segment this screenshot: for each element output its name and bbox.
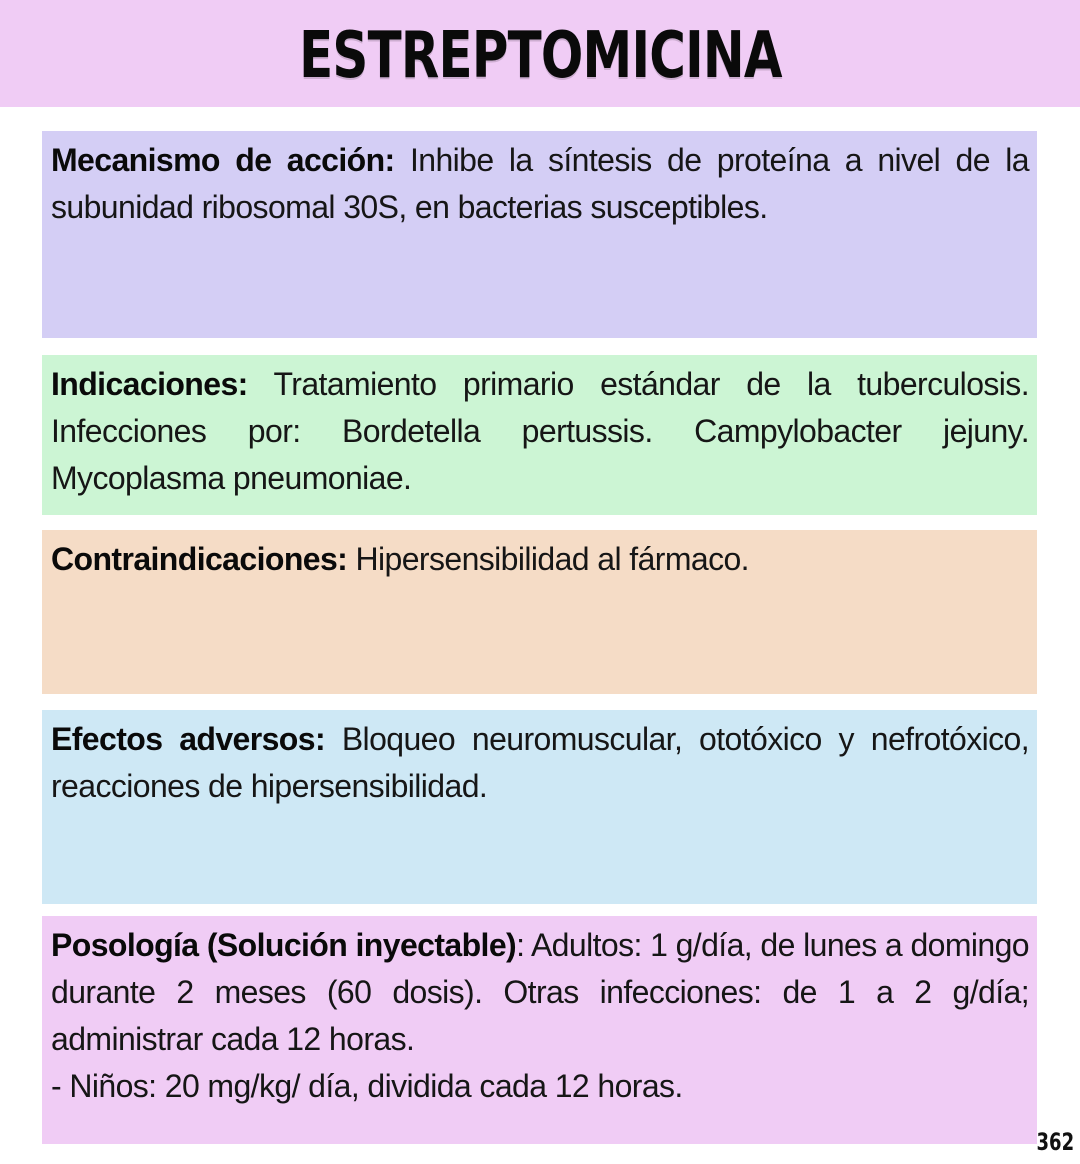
section-label: Mecanismo de acción: bbox=[51, 142, 395, 178]
section-contraindicaciones bbox=[42, 530, 1037, 694]
section-label: Contraindicaciones: bbox=[51, 541, 348, 577]
section-body bbox=[51, 922, 1029, 1063]
section-efectos-adversos bbox=[42, 710, 1037, 904]
section-label: Efectos adversos: bbox=[51, 721, 325, 757]
title-banner bbox=[0, 0, 1080, 107]
section-body bbox=[51, 137, 1029, 231]
section-text-pediatric: - Niños: 20 mg/kg/ día, dividida cada 12 horas. bbox=[51, 1068, 683, 1104]
section-text: Bloqueo neuromuscular, ototóxico y nefrotóxico, reacciones de hipersensibilidad. bbox=[51, 721, 1029, 804]
section-text: Tratamiento primario estándar de la tuberculosis. Infecciones por: Bordetella pertussis. Campylobacter jejuny. Mycoplasma pneumoniae. bbox=[51, 366, 1029, 496]
page-title: ESTREPTOMICINA bbox=[298, 18, 782, 93]
section-body bbox=[51, 361, 1029, 502]
page-number: 362 bbox=[1036, 1128, 1074, 1156]
section-indicaciones bbox=[42, 355, 1037, 515]
section-label: Posología (Solución inyectable) bbox=[51, 927, 517, 963]
section-body bbox=[51, 536, 1029, 583]
section-text: : Adultos: 1 g/día, de lunes a domingo durante 2 meses (60 dosis). Otras infecciones: de 1 a 2 g/día; administrar cada 12 horas. bbox=[51, 927, 1029, 1057]
section-mecanismo-de-accion bbox=[42, 131, 1037, 338]
section-label: Indicaciones: bbox=[51, 366, 248, 402]
section-text: Hipersensibilidad al fármaco. bbox=[347, 541, 749, 577]
section-posologia bbox=[42, 916, 1037, 1144]
section-body bbox=[51, 716, 1029, 810]
section-text: Inhibe la síntesis de proteína a nivel de la subunidad ribosomal 30S, en bacterias susceptibles. bbox=[51, 142, 1029, 225]
